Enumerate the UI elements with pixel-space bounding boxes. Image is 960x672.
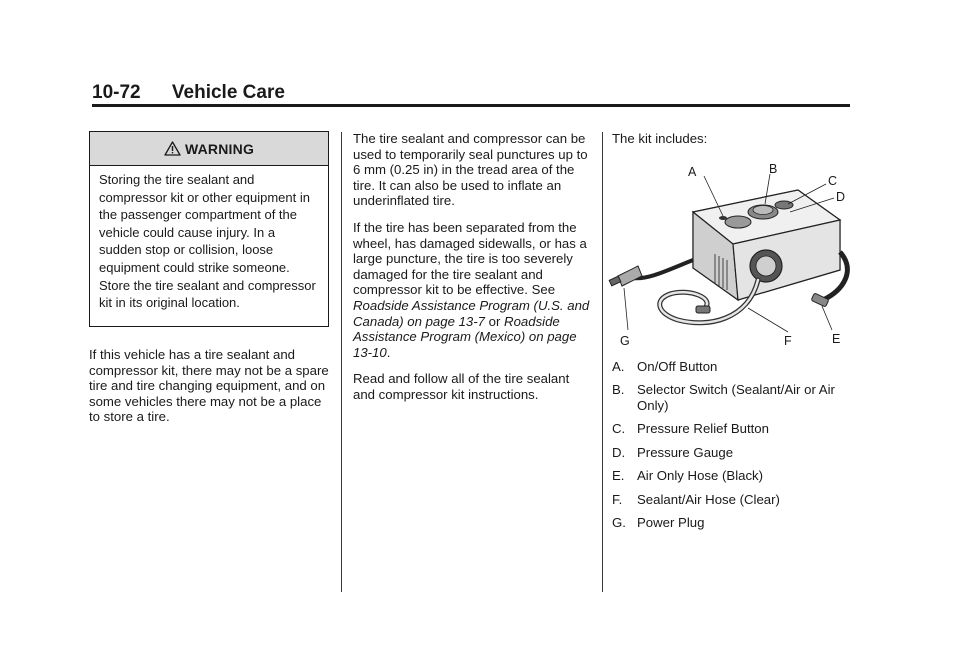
sealant-usage-paragraph: The tire sealant and compressor can be used to temporarily seal punctures up to 6 mm (0.25 in) in the tread area of the tire. It can also be used to inflate an underinflated tire. xyxy=(353,131,588,209)
compressor-kit-illustration xyxy=(608,160,858,350)
callout-f: F xyxy=(784,334,792,348)
list-item: C. Pressure Relief Button xyxy=(612,421,769,437)
compressor-kit-drawing xyxy=(608,160,858,350)
warning-header xyxy=(90,132,328,166)
callout-e: E xyxy=(832,332,841,346)
callout-b: B xyxy=(769,162,778,176)
callout-g: G xyxy=(620,334,630,348)
column-2 xyxy=(353,131,593,414)
warning-title: WARNING xyxy=(184,140,255,157)
list-item: B. Selector Switch (Sealant/Air or Air Only) xyxy=(612,382,835,413)
warning-text: Storing the tire sealant and compressor kit or other equipment in the passenger compartment of the vehicle could cause injury. In a sudden stop or collision, loose equipment could strike someone. Store the tire sealant and compressor kit in its original location. xyxy=(99,172,316,311)
kit-includes-label: The kit includes: xyxy=(612,131,708,146)
section-title: Vehicle Care xyxy=(171,82,285,103)
damage-paragraph: If the tire has been separated from the wheel, has damaged sidewalls, or has a large puncture, the tire is too severely damaged for the tire sealant and compressor kit to be effective. See Roadside Assistance Program (U.S. and Canada) on page 13-7 or Roadside Assistance Program (Mexico) on page 13-10. xyxy=(353,219,590,360)
list-item: D. Pressure Gauge xyxy=(612,444,734,460)
callout-a: A xyxy=(688,165,697,179)
list-item: E. Air Only Hose (Black) xyxy=(612,468,764,484)
kit-parts-list xyxy=(612,359,852,538)
warning-icon xyxy=(164,141,181,156)
warning-box xyxy=(89,131,329,327)
list-item: A. On/Off Button xyxy=(612,359,718,374)
kit-intro-paragraph: If this vehicle has a tire sealant and compressor kit, there may not be a spare tire and tire changing equipment, and on some vehicles there may not be a place to store a tire. xyxy=(89,347,329,425)
callout-c: C xyxy=(828,174,838,188)
list-item: F. Sealant/Air Hose (Clear) xyxy=(612,491,780,507)
page-number: 10-72 xyxy=(92,82,141,103)
list-item: G. Power Plug xyxy=(612,514,705,530)
page-header xyxy=(92,82,850,106)
column-divider-1 xyxy=(341,132,342,592)
reference-link-mexico[interactable]: Roadside Assistance Program (Mexico) on page 13-10 xyxy=(353,313,577,360)
column-divider-2 xyxy=(602,132,603,592)
callout-d: D xyxy=(836,190,846,204)
instructions-paragraph: Read and follow all of the tire sealant and compressor kit instructions. xyxy=(353,371,570,402)
header-rule xyxy=(92,104,850,107)
reference-link-us-canada[interactable]: Roadside Assistance Program (U.S. and Canada) on page 13-7 xyxy=(353,297,590,329)
